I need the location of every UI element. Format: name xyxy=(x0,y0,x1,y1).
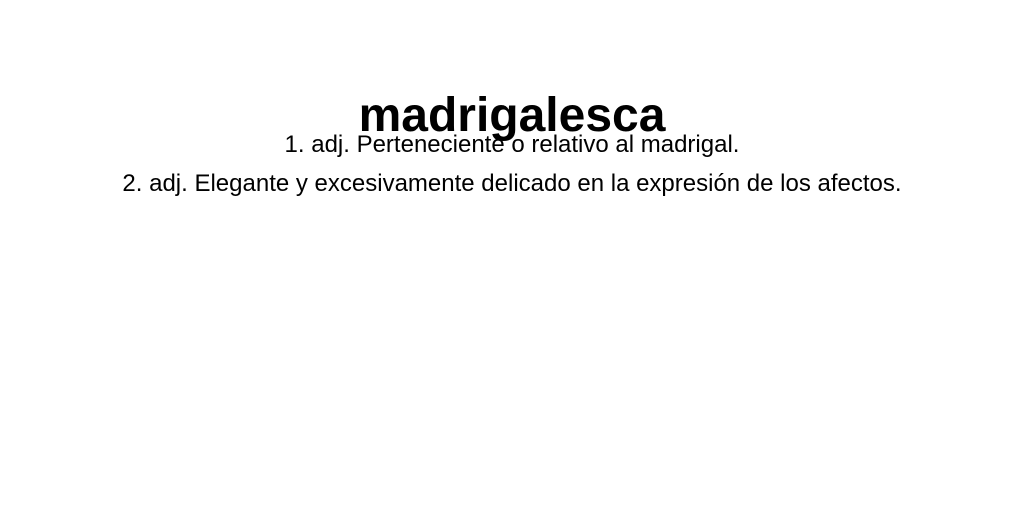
headword: madrigalesca xyxy=(358,89,666,143)
definition-1: 1. adj. Perteneciente o relativo al madrigal. xyxy=(284,131,740,158)
definition-2: 2. adj. Elegante y excesivamente delicado en la expresión de los afectos. xyxy=(122,170,902,197)
definition-list xyxy=(0,130,1024,208)
